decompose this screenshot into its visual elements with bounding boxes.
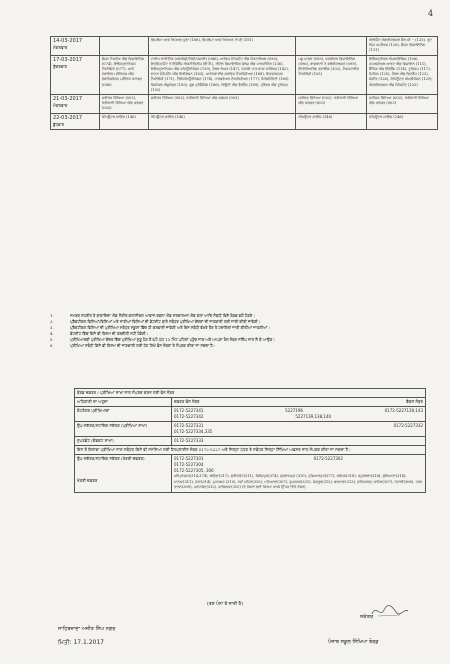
- signature-image: [370, 602, 410, 620]
- schedule-cell: ਸਰੀਰਕ ਸਿੱਖਿਆ (002), ਖੇਤੀਬਾੜੀ ਸਿੱਖਿਆ ਐਂਡ ਕਲਚਰ (003): [367, 95, 438, 114]
- secretary-title: ਸਕੱਤਰ: [360, 614, 374, 620]
- bottom-number: 0172-5227304: [174, 462, 204, 467]
- note-item: [50, 343, 435, 349]
- contact-officer: ਕੰਟਰੋਲਰ ਪ੍ਰੀਖਿਆਵਾਂ: [75, 407, 172, 422]
- schedule-table: [50, 36, 438, 130]
- contact-col-officer: ਅਧਿਕਾਰੀ ਦਾ ਅਹੁਦਾ: [75, 398, 172, 407]
- contact-numbers: [172, 422, 426, 437]
- contact-office-number: 0172-5227334,335: [174, 429, 213, 434]
- contact-extension: 5227139,138,140: [295, 414, 332, 419]
- contact-table: [74, 388, 426, 493]
- schedule-cell: [296, 37, 367, 56]
- contact-fax-number: 0172-5227139,143: [384, 408, 423, 413]
- schedule-row: [51, 95, 438, 114]
- schedule-cell: ਸਰੀਰਕ ਸਿੱਖਿਆ (002), ਖੇਤੀਬਾੜੀ ਸਿੱਖਿਆ ਐਂਡ ਕਲਚਰ (003): [148, 95, 296, 114]
- schedule-cell: ਕੰਪਿਊਟਰ ਸਾਇੰਸ (146): [148, 113, 296, 129]
- contact-numbers: [172, 437, 426, 446]
- continued-note: (ਤਸ਼ ਪੰਨਾ ਤੇ ਜਾਰੀ ਹੈ): [206, 602, 244, 607]
- issue-date: ਮਿਤੀ: 17.1.2017: [58, 639, 104, 646]
- schedule-cell: ਇਲੈਕਟ੍ਰੀਕਲ ਐਪਲਾਇੰਸਿਜ਼ (108), ਕਮਰਸ਼ੀਅਲ ਆਰਟ ਐਂਡ ਡਿਜ਼ਾਇਨ (111), ਬੈਂਕਿੰਗ ਐਂਡ ਇੰਸ਼ੋਰੈਂਸ (114), ਟੂਰਿਜ਼ਮ (117), ਸ਼ਿਪਿੰਗ (120), ਹੈਲਥ ਐਂਡ ਫਿਟਨੈੱਸ (123), ਸੰਗੀਤ (126), ਕੰਪਿਊਟਰ ਐਪਲੀਕੇਸ਼ਨ (129), ਐਗਰੀਕਲਚਰ ਐਂਡ ਮੈਨੇਜਮੈਂਟ (132): [367, 55, 438, 94]
- note-number: 5.: [50, 337, 54, 343]
- schedule-date-cell: [51, 37, 100, 56]
- issuer-place: ਸਾਹਿਬਜ਼ਾਦਾ ਅਜੀਤ ਸਿੰਘ ਨਗਰ: [58, 626, 116, 632]
- contact-row: [75, 437, 426, 446]
- schedule-day: ਬੁੱਧਵਾਰ: [53, 121, 65, 127]
- note-text: ਪ੍ਰੈਕਟੀਕਲ ਵਿਸ਼ਿਆਂ ਦੀ ਪ੍ਰੀਖਿਆ ਸਬੰਧਤ ਸਕੂਲਾਂ ਵਿੱਚ ਹੀ ਕਰਵਾਈ ਜਾਵੇਗੀ ਅਤੇ ਇਸ ਸਬੰਧੀ ਵੱਖਰੇ ਤੌਰ ਤੇ ਹਦਾਇਤਾਂ ਜਾਰੀ ਕੀਤੀਆਂ ਜਾਣਗੀਆਂ।: [70, 325, 270, 331]
- schedule-day: ਸ਼ੁੱਕਰਵਾਰ: [53, 63, 67, 69]
- contact-numbers: [172, 407, 426, 422]
- note-number: 3.: [50, 325, 54, 331]
- contact-col-phones: [172, 398, 426, 407]
- note-text: ਡੇਟਸ਼ੀਟ ਵਿੱਚ ਕਿਸੇ ਵੀ ਕਿਸਮ ਦੀ ਤਬਦੀਲੀ ਨਹੀਂ ਹੋਵੇਗੀ।: [70, 331, 149, 337]
- schedule-row: [51, 37, 438, 56]
- board-name: ਪੰਜਾਬ ਸਕੂਲ ਸਿੱਖਿਆ ਬੋਰਡ: [328, 639, 379, 645]
- contact-number-line: [174, 438, 423, 444]
- schedule-row: [51, 55, 438, 94]
- schedule-cell: ਕੰਪਿਊਟਰ ਸਾਇੰਸ (146): [99, 113, 148, 129]
- contact-extension: 5227196: [285, 408, 303, 413]
- schedule-day: ਮੰਗਲਵਾਰ: [53, 103, 68, 109]
- contact-middle-note: ਇਸ ਤੋਂ ਇਲਾਵਾ ਪ੍ਰੀਖਿਆ ਨਾਲ ਸਬੰਧਤ ਕਿਸੇ ਵੀ ਸਮੱਸਿਆ ਲਈ ਹੈਲਪਲਾਈਨ ਨੰਬਰ 0172-5227 ਅਤੇ ਜ਼ਿਲ੍ਹਾ ਪੱਧਰ ਤੇ ਸਬੰਧਤ ਜ਼ਿਲ੍ਹਾ ਸਿੱਖਿਆ ਅਫ਼ਸਰ ਨਾਲ ਸੰਪਰਕ ਕੀਤਾ ਜਾ ਸਕਦਾ ਹੈ।: [75, 446, 426, 455]
- schedule-row: [51, 113, 438, 129]
- schedule-cell: ਸਰੀਰਕ ਸਿੱਖਿਆ (002), ਖੇਤੀਬਾੜੀ ਸਿੱਖਿਆ ਐਂਡ ਕਲਚਰ (003): [296, 95, 367, 114]
- bottom-officer-title: ਉਪ-ਸਕੱਤਰ/ਸਹਾਇਕ ਸਕੱਤਰ (ਖੇਤਰੀ ਦਫ਼ਤਰ): [77, 456, 145, 461]
- note-text: ਪ੍ਰੀਖਿਆਰਥੀ ਪ੍ਰੀਖਿਆ ਕੇਂਦਰ ਵਿੱਚ ਪ੍ਰੀਖਿਆ ਸ਼ੁਰੂ ਹੋਣ ਤੋਂ ਘੱਟੋ ਘੱਟ 15 ਮਿੰਟ ਪਹਿਲਾਂ ਪਹੁੰਚ ਜਾਣ ਅਤੇ ਆਪਣਾ ਰੋਲ ਨੰਬਰ ਸਲਿੱਪ ਨਾਲ ਲੈ ਕੇ ਆਉਣ।: [70, 337, 275, 343]
- schedule-date: 22-03-2017: [53, 114, 83, 121]
- page-number: 4: [428, 9, 434, 18]
- schedule-cell: ਪਸ਼ੂ ਪਾਲਣ (093), ਫਰਨੀਚਰ ਡਿਜ਼ਾਇਨਿੰਗ (096), ਬਾਗ਼ਬਾਨੀ ਤੇ ਫਲੋਰੀਕਲਚਰ (099), ਇੰਜੀਨੀਅਰਿੰਗ ਡਰਾਇੰਗ (102), ਟੈਕਸਟਾਈਲ ਟੈਕਨੋਲੋਜੀ (105): [296, 55, 367, 94]
- bottom-number: 0172-5227301: [174, 456, 204, 461]
- contact-header: ਬੋਰਡ ਦਫ਼ਤਰ / ਪ੍ਰੀਖਿਆ ਸ਼ਾਖਾ ਨਾਲ ਸੰਪਰਕ ਕਰਨ ਲਈ ਫੋਨ ਨੰਬਰ: [75, 389, 426, 398]
- bottom-officer-subtitle: ਖੇਤਰੀ ਦਫ਼ਤਰ: [77, 478, 98, 483]
- schedule-date: 17-03-2017: [53, 56, 83, 63]
- contact-col-fax: ਫੈਕਸ ਨੰਬਰ: [406, 399, 423, 404]
- schedule-date-cell: [51, 95, 100, 114]
- bottom-number: 0172-5227305, 306: [174, 468, 214, 473]
- schedule-date-cell: [51, 113, 100, 129]
- schedule-cell: ਐਲੀਮੈਂਟ ਐਗਰੀਕਲਚਰ ਸੈੱਲ ਸੀ -- (125), ਰੂਟ ਵਿਸ ਕਮਰੈਕਸ (126), ਫ਼ੈਸ਼ਨ ਡਿਜ਼ਾਇਨਿੰਗ (131): [367, 37, 438, 56]
- schedule-cell: ਕੰਪਿਊਟਰ ਸਾਇੰਸ (146): [296, 113, 367, 129]
- city-extension-list: ਅੰਮ੍ਰਿਤਸਰ(314,374), ਬਠਿੰਡਾ(317), ਫ਼ਰੀਦਕੋਟ(311), ਫ਼ਿਰੋਜ਼ਪੁਰ(374), ਗੁਰਦਾਸਪੁਰ (310), ਹੁਸ਼ਿਆਰਪੁਰ(377), ਜਲੰਧਰ(318), ਕਪੂਰਥਲਾ(316), ਲੁਧਿਆਣਾ(318), ਮਾਨਸਾ(311), ਮੋਗਾ(314), ਮੁਕਤਸਰ (310), ਨਵਾਂ ਸ਼ਹਿਰ(320), ਪਟਿਆਲਾ(307), ਰੂਪਨਗਰ(321), ਸੰਗਰੂਰ(312), ਬਰਨਾਲਾ(313), ਫ਼ਤਿਹਗੜ੍ਹ ਸਾਹਿਬ(307), ਮੋਹਾਲੀ(306), ਤਰਨ ਤਾਰਨ(309), ਪਠਾਨਕੋਟ(312), ਫ਼ਾਜ਼ਿਲਕਾ(310) (ਦੇ ਨੰਬਰਾਂ ਲਈ ਕਿਰਪਾ ਕਰਕੇ ਉੱਪਰ ਦਿੱਤੇ ਨੰਬਰ): [174, 474, 423, 490]
- schedule-day: ਮੰਗਲਵਾਰ: [53, 45, 68, 51]
- note-text: ਪ੍ਰੀਖਿਆ ਸਬੰਧੀ ਕਿਸੇ ਵੀ ਕਿਸਮ ਦੀ ਜਾਣਕਾਰੀ ਲਈ ਹੇਠ ਲਿਖੇ ਫੋਨ ਨੰਬਰਾਂ ਤੇ ਸੰਪਰਕ ਕੀਤਾ ਜਾ ਸਕਦਾ ਹੈ:-: [70, 343, 216, 349]
- note-text: ਪ੍ਰੈਕਟੀਕਲ ਵਿਸ਼ਿਆਂ/ਵਿਸ਼ਿਆਂ ਅਤੇ ਸਾਰੀਆਂ ਵਿਸ਼ਿਆਂ ਦੀ ਡੇਟਸ਼ੀਟ ਬਾਰੇ ਸਬੰਧਤ ਪ੍ਰੀਖਿਆ ਕੇਂਦਰਾਂ ਦੀ ਜਾਣਕਾਰੀ ਲਈ ਜਾਰੀ ਕੀਤੀ ਜਾਵੇਗੀ।: [70, 319, 261, 325]
- schedule-cell: ਫ਼ੈਸ਼ਨ ਟੈਕਨੀਕ ਐਂਡ ਡਿਜ਼ਾਇਨਿੰਗ (074), ਇਲੈਕਟ੍ਰਾਨਿਕਸ ਟੈਕਨੋਲੋਜੀ (077), ਆਟੋ ਮੋਬਾਇਲ ਮਕੈਨਿਕਸ ਐਂਡ ਰੇਫਰਿਜਰੇਸ਼ਨ ਮਕੈਨਿਕ ਕਰਾਫਟ (080): [99, 55, 148, 94]
- schedule-cell: ਡਿਪਲੋਮਾ ਆਫ ਰਿਪੇਅਰ ਯੂਨਾ (188), ਡਿਪਲੋਮਾ ਆਫ ਰਿਪੇਅਰ ਟੀ.ਵੀ (191): [148, 37, 296, 56]
- contact-office-number: 0172-5227331: [174, 423, 204, 428]
- contact-office-number: 0172-5227341: [174, 408, 204, 413]
- contact-number-line: [174, 429, 423, 435]
- schedule-date: 21-03-2017: [53, 96, 83, 103]
- note-number: 6.: [50, 343, 54, 349]
- contact-officer: ਸੁਪਰਡੰਟ (ਕੰਡਕਟ ਸ਼ਾਖਾ): [75, 437, 172, 446]
- contact-number-line: [174, 414, 423, 420]
- schedule-date-cell: [51, 55, 100, 94]
- schedule-date: 14-03-2017: [53, 38, 83, 44]
- contact-fax-number: 0172-5227332: [393, 423, 423, 428]
- contact-bottom-officer: [75, 455, 172, 493]
- notes-list: [50, 313, 435, 349]
- bottom-number: 0172-5227302: [313, 456, 343, 461]
- contact-office-number: 0172-5227342: [174, 414, 204, 419]
- contact-bottom-numbers: [172, 455, 426, 493]
- schedule-cell: ਕੰਪਿਊਟਰ ਸਾਇੰਸ (146): [367, 113, 438, 129]
- note-number: 4.: [50, 331, 54, 337]
- contact-officer: ਉਪ-ਸਕੱਤਰ/ਸਹਾਇਕ ਸਕੱਤਰ (ਪ੍ਰੀਖਿਆ ਸ਼ਾਖਾ): [75, 422, 172, 437]
- schedule-cell: [99, 37, 148, 56]
- contact-office-number: 0172-5227333: [174, 438, 204, 443]
- note-number: 1.: [50, 313, 54, 318]
- schedule-cell: ਟਾਈਪ-ਰਾਈਟਿੰਗ (ਅੰਗਰੇਜ਼ੀ/ਹਿੰਦੀ/ਪੰਜਾਬੀ) (086), ਆਫਿਸ ਮੈਨੇਜਮੈਂਟ ਐਂਡ ਸੈਕਟਰੀਅਲ (090), ਇਨਵੈਸਟਮੈਂਟ ਤੇ ਇੰਸ਼ੋਰੈਂਸ ਐਕਟੀਵਿਟੀਜ਼ (ਇੰ.ਬੈਂ.), ਰੀਟੇਲ ਡਿਜ਼ਾਇਨਿੰਗ ਸੇਲਜ਼ ਐਂਡ ਮਾਰਕੀਟਿੰਗ (136), ਇਲੈਕਟ੍ਰਾਨਿਕਸ ਐਂਡ ਕਮਿਊਨੀਕੇਸ਼ਨ (139), ਹੈਲਥ ਕੇਅਰ (147), ਪੰਜਾਬੀ ਮਾਤ-ਭਾਸ਼ਾ ਸਕਿੱਲਜ਼ (142), ਵਾਟਰ ਮੈਨੇਜਮੈਂਟ ਐਂਡ ਇਰੀਗੇਸ਼ਨ (163), ਆਟੋਮੋਬਾਈਲ ਸਰਵਿਸ ਟੈਕਨੀਸ਼ੀਅਨ (168), ਇਨਫਰਮੇਸ਼ਨ ਟੈਕਨੋਲੋਜੀ (171), ਟੈਲੀਕਮਿਊਨੀਕੇਸ਼ਨ (174), ਹਾਰਡਵੇਅਰ ਟੈਕਨੀਸ਼ੀਅਨ (177), ਸਿਕਿਓਰਿਟੀ (180), ਫਿਜ਼ੀਕਲ ਐਜੂਕੇਸ਼ਨ (183), ਫੂਡ ਪ੍ਰੋਸੈਸਿੰਗ (186), ਬਿਊਟੀ ਐਂਡ ਵੈਲਨੈੱਸ (189), ਟ੍ਰੈਵਲ ਐਂਡ ਟੂਰਿਜ਼ਮ (192): [148, 55, 296, 94]
- contact-row: [75, 422, 426, 437]
- note-number: 2.: [50, 319, 54, 325]
- schedule-cell: ਸਰੀਰਕ ਸਿੱਖਿਆ (002), ਖੇਤੀਬਾੜੀ ਸਿੱਖਿਆ ਐਂਡ ਕਲਚਰ (003): [99, 95, 148, 114]
- contact-row: [75, 407, 426, 422]
- contact-col-office: ਦਫ਼ਤਰ ਫੋਨ ਨੰਬਰ: [174, 399, 200, 404]
- note-text: ਸਮਰਥ ਸਹਰੀਰ ਤੇ ਬਾਕਾਇਦਾ ਐਂਡ ਸੰਗੀਤ,ਕਲਾਸੀਕਲ ਆਵਾਜ਼,ਤਬਲਾ ਐਂਡ ਸਰਕਾਰਮਨ ਐਂਡ ਕਲਾ ਆਦਿ ਸੰਬਧੀ ਵਿਸ਼ੇ ਬੋਰਡ ਵਲੋਂ ਹੋਣਗੇ।: [70, 313, 255, 318]
